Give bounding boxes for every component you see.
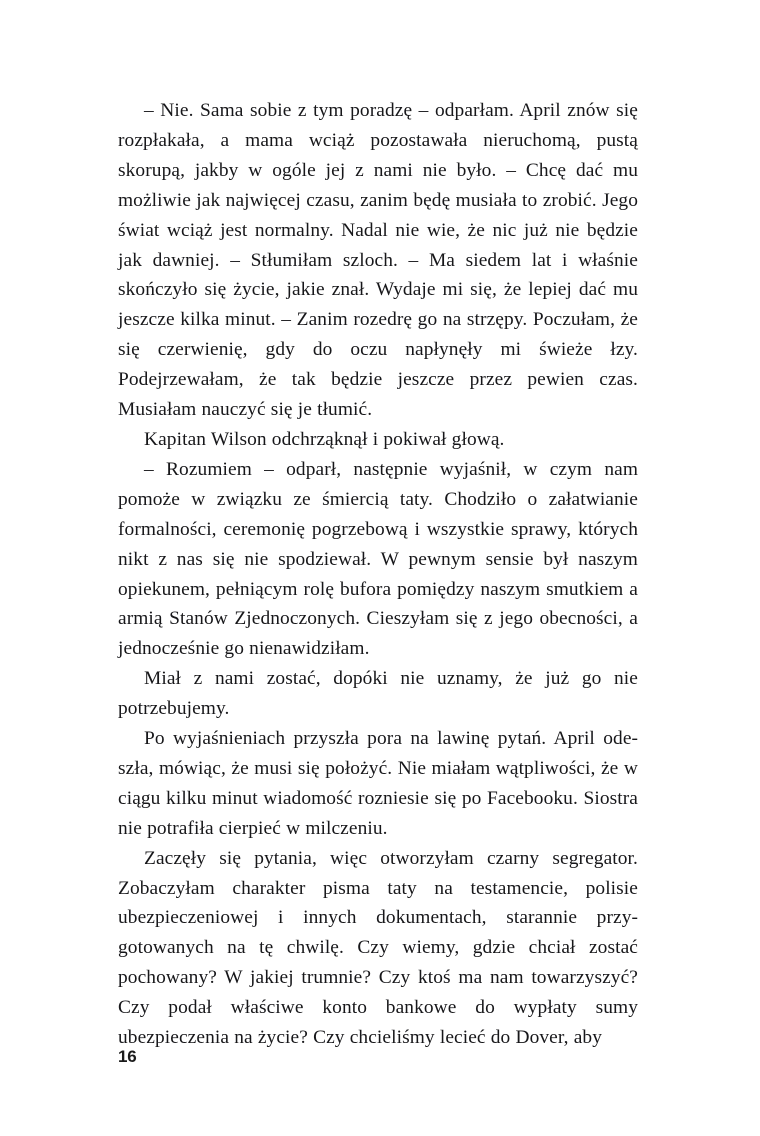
- page-number: 16: [118, 1047, 137, 1066]
- paragraph: Miał z nami zostać, dopóki nie uznamy, że już go nie potrzebujemy.: [118, 668, 638, 720]
- paragraph: Kapitan Wilson odchrząknął i pokiwał głową.: [144, 428, 505, 450]
- paragraph: – Rozumiem – odparł, następnie wyjaśnił, w czym nam pomoże w związku ze śmiercią taty. Chodziło o załatwianie formalności, ceremonię pogrzebową i wszystkie sprawy, których nikt z nas się nie spodziewał. W pewnym sensie był naszym opiekunem, pełniącym rolę bufora pomiędzy naszym smutkiem a armią Stanów Zjednoczonych. Cieszyłam się z jego obecności, a jednocześnie go nienawidziłam.: [118, 458, 638, 660]
- paragraph: – Nie. Sama sobie z tym poradzę – odparłam. April znów się rozpłakała, a mama wciąż pozostawała nieruchomą, pustą skorupą, jakby w ogóle jej z nami nie było. – Chcę dać mu możliwie jak najwięcej czasu, zanim będę musiała to zrobić. Jego świat wciąż jest normalny. Nadal nie wie, że nic już nie będzie jak dawniej. – Stłumiłam szloch. – Ma siedem lat i właśnie skończyło się życie, jakie znał. Wydaje mi się, że lepiej dać mu jeszcze kilka minut. – Zanim rozedrę go na strzępy. Poczułam, że się czerwienię, gdy do oczu napłynęły mi świeże łzy. Podejrzewałam, że tak będzie jeszcze przez pewien czas. Musiałam nauczyć się je tłumić.: [118, 100, 638, 421]
- body-text-block: [118, 96, 638, 1053]
- paragraph: Po wyjaśnieniach przyszła pora na lawinę pytań. April odeszła, mówiąc, że musi się położyć. Nie miałam wątpliwości, że w ciągu kilku minut wiadomość rozniesie się po Facebooku. Siostra nie potrafiła cierpieć w milczeniu.: [118, 728, 638, 839]
- paragraph: Zaczęły się pytania, więc otworzyłam czarny segregator. Zobaczyłam charakter pisma taty na testamencie, polisie ubezpieczeniowej i innych dokumentach, starannie przygotowanych na tę chwilę. Czy wiemy, gdzie chciał zostać pochowany? W jakiej trumnie? Czy ktoś ma nam towarzyszyć? Czy podał właściwe konto bankowe do wypłaty sumy ubezpieczenia na życie? Czy chcieliśmy lecieć do Dover, aby: [118, 847, 638, 1049]
